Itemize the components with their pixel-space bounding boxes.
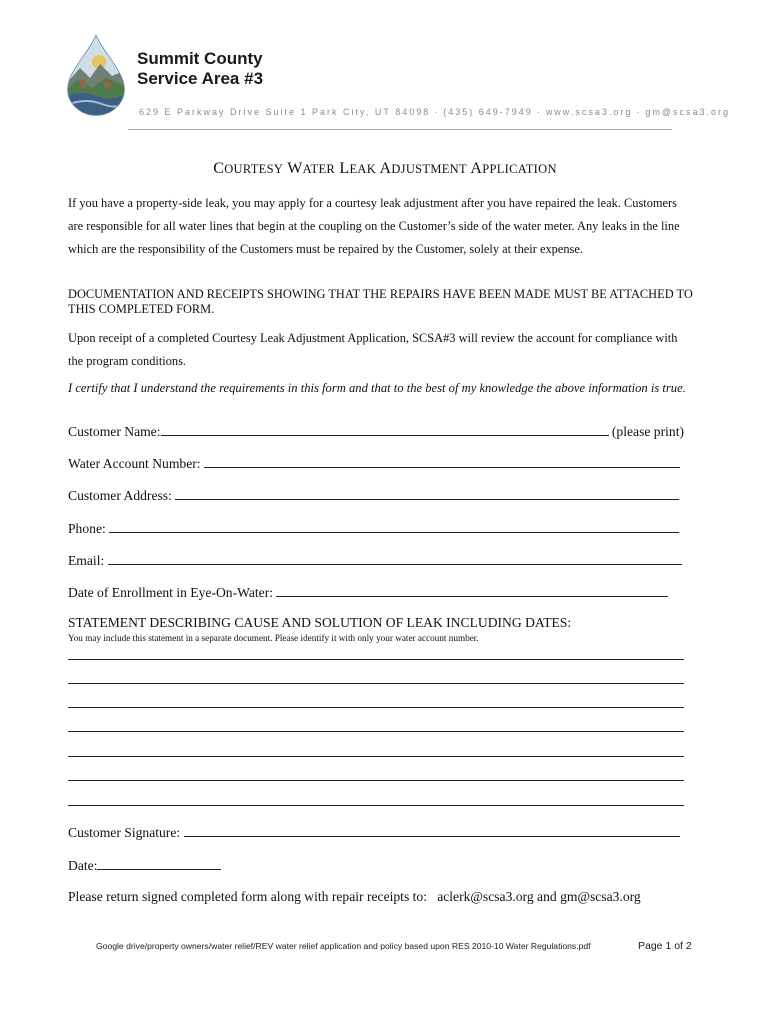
- statement-line[interactable]: [68, 707, 684, 708]
- statement-line[interactable]: [68, 683, 684, 684]
- email-blank[interactable]: [108, 552, 682, 565]
- title-cap: A: [470, 160, 483, 177]
- title-cap: W: [287, 160, 303, 177]
- title-rest: ATER: [302, 162, 336, 176]
- page-number: Page 1 of 2: [638, 940, 692, 952]
- account-number-blank[interactable]: [204, 455, 680, 468]
- customer-name-label: Customer Name:: [68, 424, 161, 439]
- email-link[interactable]: gm@scsa3.org: [645, 107, 731, 117]
- water-drop-logo: [66, 34, 126, 116]
- statement-note: You may include this statement in a separate document. Please identify it with only your water account number.: [68, 633, 479, 643]
- customer-name-field[interactable]: [68, 423, 684, 440]
- signature-label: Customer Signature:: [68, 825, 181, 840]
- address-text: 629 E Parkway Drive Suite 1 Park City, UT 84098: [139, 107, 431, 117]
- title-rest: EAK: [349, 162, 377, 176]
- enrollment-date-label: Date of Enrollment in Eye-On-Water:: [68, 585, 274, 600]
- please-print-note: (please print): [611, 424, 684, 439]
- return-and: and: [537, 889, 557, 904]
- separator-dot: ·: [536, 107, 542, 117]
- separator-dot: ·: [636, 107, 642, 117]
- statement-line[interactable]: [68, 805, 684, 806]
- email-field[interactable]: [68, 552, 682, 569]
- title-cap: A: [379, 160, 392, 177]
- title-rest: DJUSTMENT: [391, 162, 467, 176]
- date-field[interactable]: [68, 857, 221, 874]
- account-number-field[interactable]: [68, 455, 680, 472]
- document-title: [0, 160, 770, 178]
- phone-label: Phone:: [68, 521, 106, 536]
- date-blank[interactable]: [97, 857, 221, 870]
- footer-file-path: Google drive/property owners/water relief/REV water relief application and policy based upon RES 2010-10 Water Regulations.pdf: [96, 941, 591, 951]
- customer-name-blank[interactable]: [161, 423, 609, 436]
- intro-paragraph: If you have a property-side leak, you may apply for a courtesy leak adjustment after you have repaired the leak. Customers are responsible for all water lines that begin at the coupling on the Customer’s side of the water meter. Any leaks in the line which are the responsibility of the Customers must be repaired by the Customer, solely at their expense.: [68, 196, 680, 256]
- signature-field[interactable]: [68, 824, 680, 841]
- statement-line[interactable]: [68, 659, 684, 660]
- organization-name-line2: Service Area #3: [137, 69, 264, 88]
- statement-line[interactable]: [68, 756, 684, 757]
- organization-name-line1: Summit County: [137, 49, 263, 68]
- phone-text: (435) 649-7949: [443, 107, 533, 117]
- return-email-aclerk[interactable]: aclerk@scsa3.org: [437, 889, 534, 904]
- return-email-gm[interactable]: gm@scsa3.org: [560, 889, 641, 904]
- address-field[interactable]: [68, 487, 679, 504]
- statement-line[interactable]: [68, 731, 684, 732]
- title-rest: OURTESY: [224, 162, 284, 176]
- account-number-label: Water Account Number:: [68, 456, 201, 471]
- return-instructions: [68, 889, 641, 905]
- documentation-notice: DOCUMENTATION AND RECEIPTS SHOWING THAT THE REPAIRS HAVE BEEN MADE MUST BE ATTACHED TO THIS COMPLETED FORM.: [68, 287, 693, 316]
- phone-field[interactable]: [68, 520, 679, 537]
- return-text: Please return signed completed form along with repair receipts to:: [68, 889, 427, 904]
- certification-statement: I certify that I understand the requirements in this form and that to the best of my knowledge the above information is true.: [68, 381, 686, 395]
- date-label: Date:: [68, 858, 98, 873]
- phone-blank[interactable]: [109, 520, 679, 533]
- address-blank[interactable]: [175, 487, 679, 500]
- statement-heading: STATEMENT DESCRIBING CAUSE AND SOLUTION OF LEAK INCLUDING DATES:: [68, 615, 572, 630]
- contact-line: [139, 107, 730, 117]
- website-link[interactable]: www.scsa3.org: [545, 107, 633, 117]
- address-label: Customer Address:: [68, 488, 172, 503]
- separator-dot: ·: [434, 107, 440, 117]
- organization-name: [137, 49, 263, 89]
- statement-line[interactable]: [68, 780, 684, 781]
- signature-blank[interactable]: [184, 824, 680, 837]
- review-paragraph: Upon receipt of a completed Courtesy Leak Adjustment Application, SCSA#3 will review the account for compliance with the program conditions.: [68, 331, 678, 368]
- title-rest: PPLICATION: [482, 162, 557, 176]
- title-cap: C: [213, 160, 225, 177]
- title-cap: L: [339, 160, 350, 177]
- enrollment-date-field[interactable]: [68, 584, 668, 601]
- email-label: Email:: [68, 553, 105, 568]
- header-divider: [128, 129, 672, 130]
- enrollment-date-blank[interactable]: [276, 584, 668, 597]
